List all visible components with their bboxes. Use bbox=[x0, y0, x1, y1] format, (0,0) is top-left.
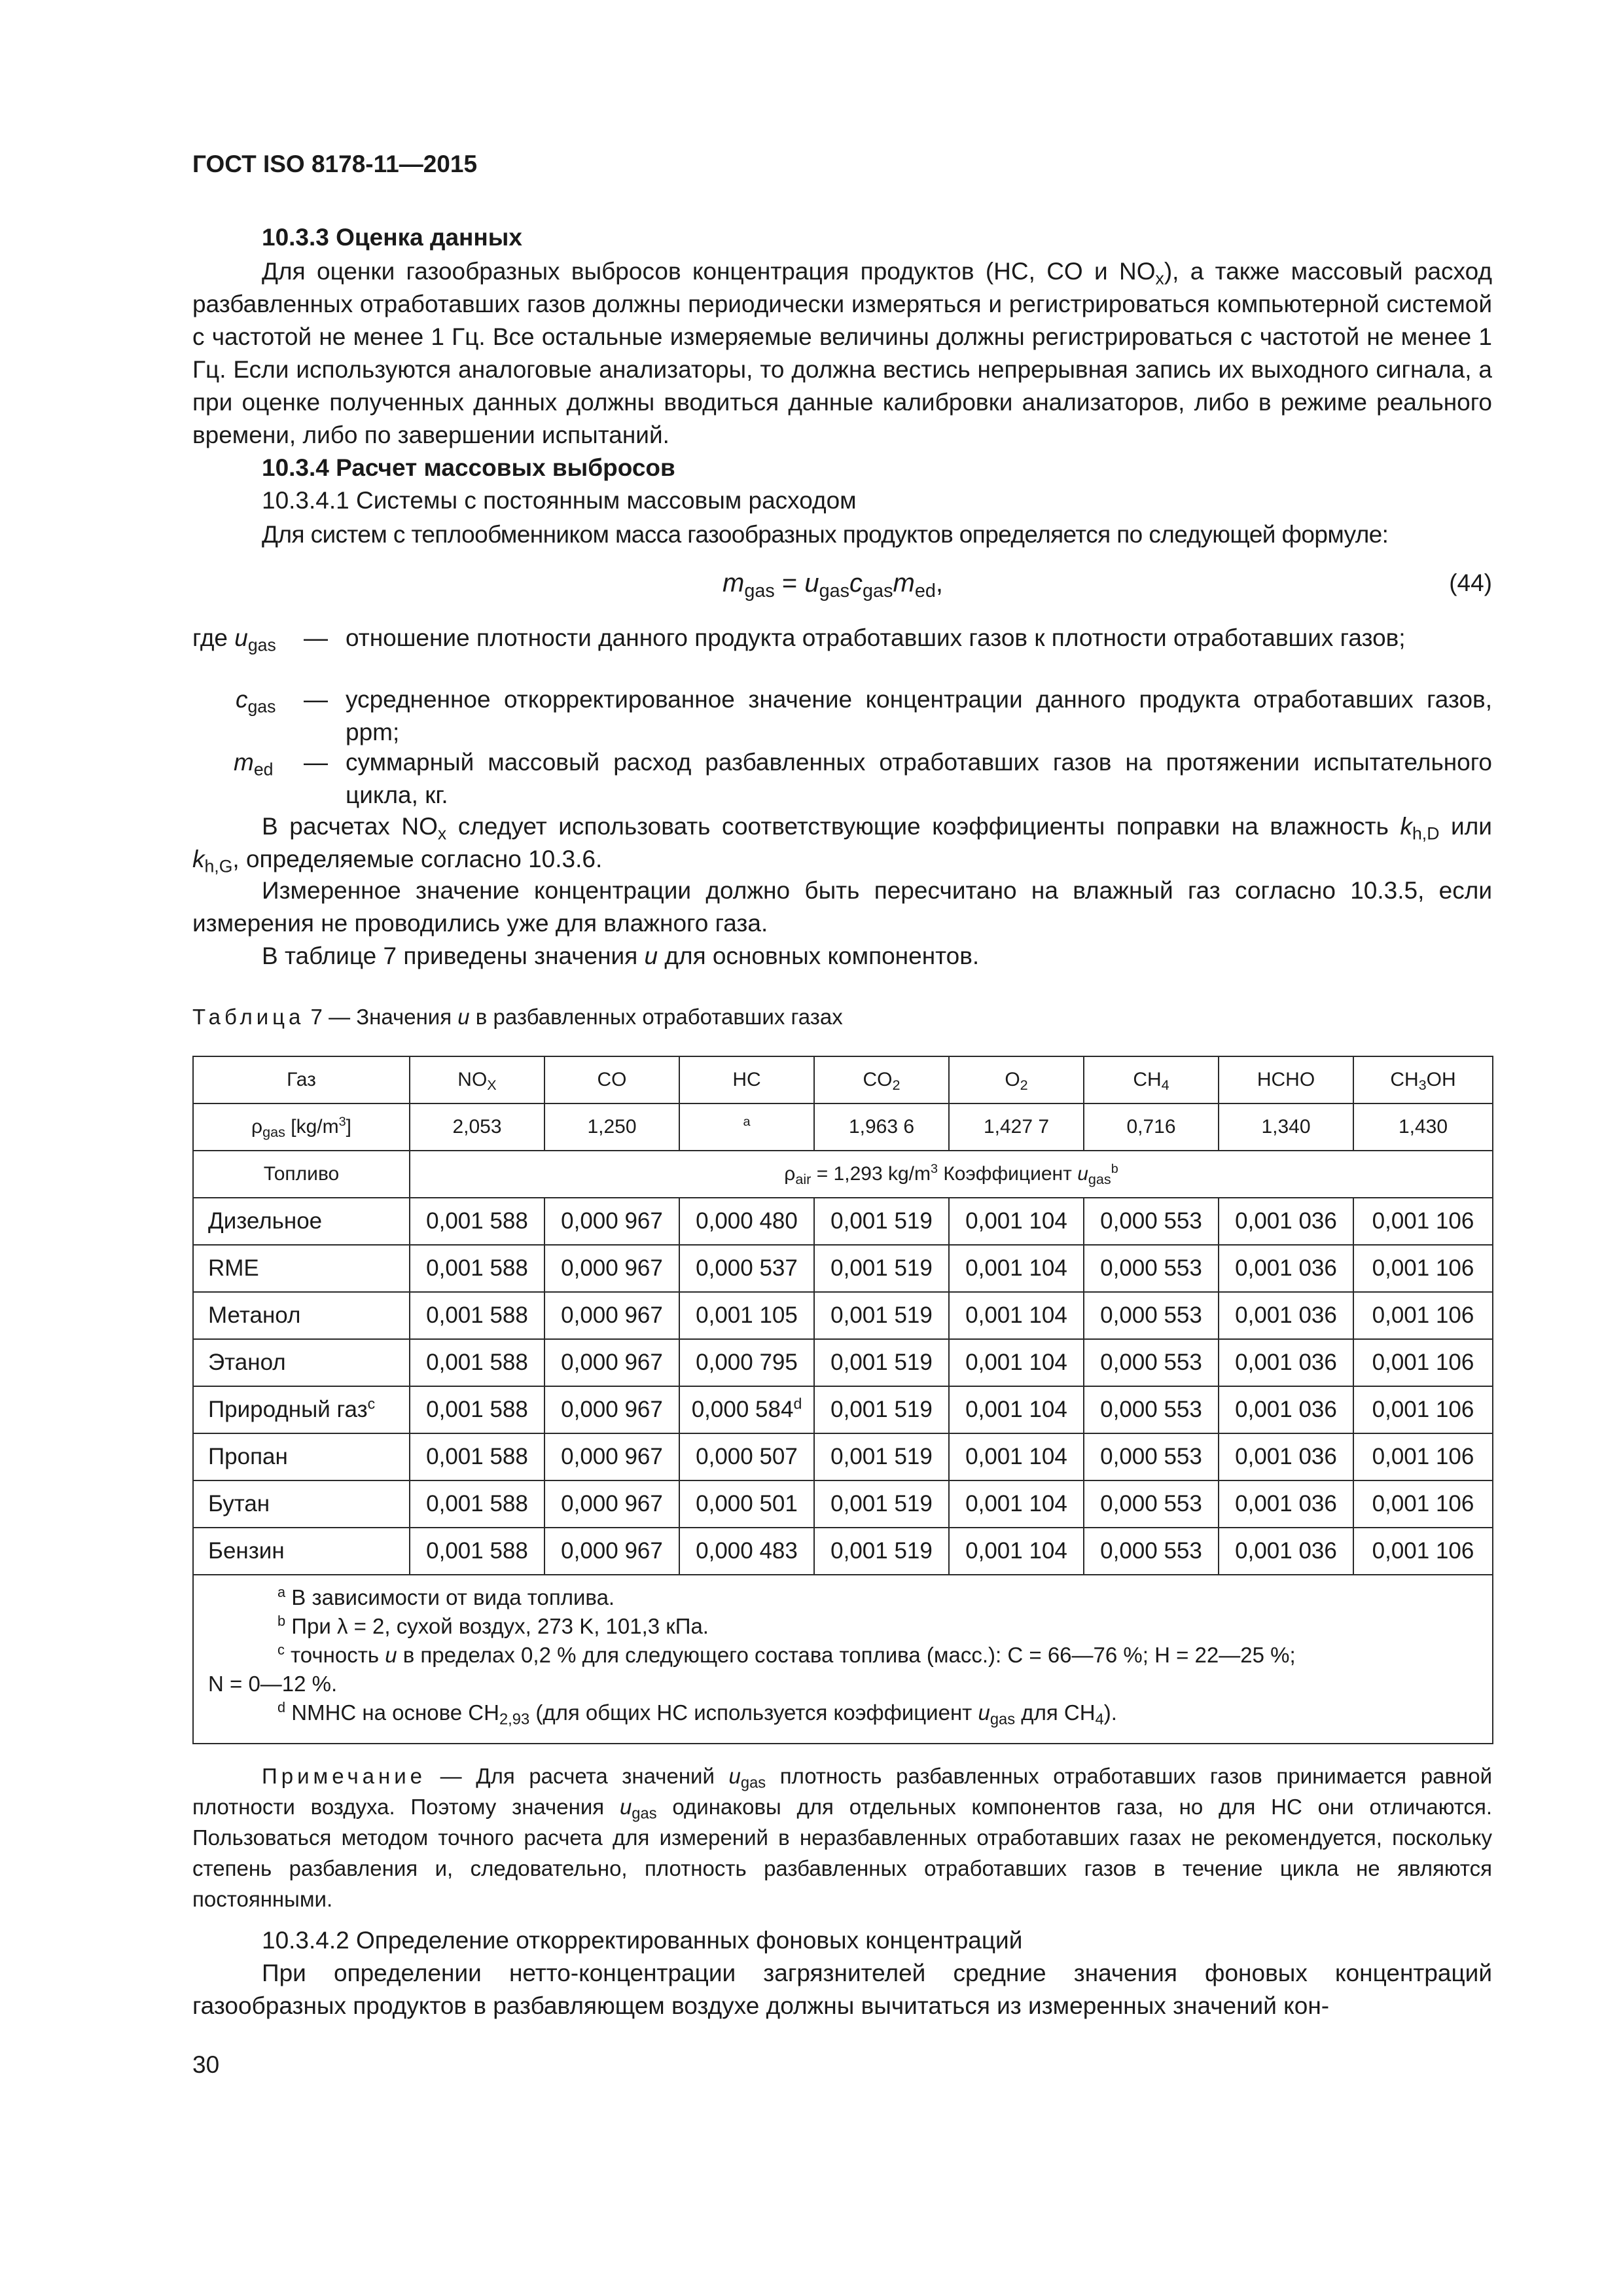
fuel-name-cell: Дизельное bbox=[193, 1198, 410, 1245]
coefficient-cell: 0,001 519 bbox=[814, 1198, 949, 1245]
coefficient-cell: 0,000 584$^d$ bbox=[679, 1386, 814, 1433]
coefficient-cell: 0,001 104 bbox=[949, 1198, 1084, 1245]
coefficient-cell: 0,001 104 bbox=[949, 1339, 1084, 1386]
coefficient-cell: 0,001 519 bbox=[814, 1339, 949, 1386]
coefficient-cell: 0,001 588 bbox=[410, 1528, 544, 1575]
table-row bbox=[193, 1292, 1493, 1339]
density-value: 0,716 bbox=[1084, 1103, 1219, 1151]
paragraph-wet-conversion: Измеренное значение концентрации должно быть пересчитано на влажный газ согласно 10.3.5, если измерения не проводились уже для влажного газа. bbox=[192, 877, 1492, 937]
fuel-name-cell: Природный газ$^c$ bbox=[193, 1386, 410, 1433]
fuel-name-cell: Метанол bbox=[193, 1292, 410, 1339]
table-header-gas-row bbox=[193, 1056, 1493, 1103]
section-heading-10-3-3: 10.3.3 Оценка данных bbox=[262, 224, 522, 251]
table-body bbox=[193, 1198, 1493, 1575]
coefficient-cell: 0,001 588 bbox=[410, 1339, 544, 1386]
table-footnotes-row bbox=[193, 1575, 1493, 1744]
coefficient-cell: 0,001 106 bbox=[1353, 1339, 1493, 1386]
table-row bbox=[193, 1386, 1493, 1433]
coefficient-cell: 0,001 104 bbox=[949, 1528, 1084, 1575]
where-dash: — bbox=[304, 686, 328, 713]
coefficient-cell: 0,001 588 bbox=[410, 1480, 544, 1528]
coefficient-cell: 0,001 106 bbox=[1353, 1386, 1493, 1433]
where-desc-cgas: усредненное откорректированное значение концентрации данного продукта отработавших газов, ppm; bbox=[346, 686, 1492, 745]
coefficient-cell: 0,000 795 bbox=[679, 1339, 814, 1386]
footnote-d: $^d$ NMHC на основе $CH_{2,93}$ (для общих HC используется коэффициент $u_{gas}$ для $CH_4$). bbox=[277, 1699, 1117, 1729]
density-value: 1,340 bbox=[1219, 1103, 1353, 1151]
coefficient-cell: 0,000 967 bbox=[544, 1245, 679, 1292]
coefficient-cell: 0,001 106 bbox=[1353, 1528, 1493, 1575]
coefficient-cell: 0,000 553 bbox=[1084, 1292, 1219, 1339]
table-caption: Таблица 7 — Значения u в разбавленных отработавших газах bbox=[192, 1005, 843, 1029]
coefficient-cell: 0,001 588 bbox=[410, 1292, 544, 1339]
coefficient-cell: 0,001 036 bbox=[1219, 1528, 1353, 1575]
coefficient-cell: 0,001 588 bbox=[410, 1245, 544, 1292]
where-dash: — bbox=[304, 749, 328, 776]
coefficient-cell: 0,001 105 bbox=[679, 1292, 814, 1339]
coefficient-cell: 0,000 553 bbox=[1084, 1339, 1219, 1386]
coefficient-cell: 0,001 104 bbox=[949, 1433, 1084, 1480]
coefficient-cell: 0,001 519 bbox=[814, 1433, 949, 1480]
table-row bbox=[193, 1198, 1493, 1245]
header-gas-o2: $O_2$ bbox=[949, 1056, 1084, 1103]
fuel-name-cell: RME bbox=[193, 1245, 410, 1292]
coefficient-cell: 0,001 519 bbox=[814, 1528, 949, 1575]
fuel-name-cell: Этанол bbox=[193, 1339, 410, 1386]
coefficient-cell: 0,000 553 bbox=[1084, 1386, 1219, 1433]
coefficient-cell: 0,001 104 bbox=[949, 1292, 1084, 1339]
formula-44: $m_{gas} = u_{gas}c_{gas}m_{ed}$, bbox=[722, 569, 943, 602]
coefficient-cell: 0,000 501 bbox=[679, 1480, 814, 1528]
density-value: 1,963 6 bbox=[814, 1103, 949, 1151]
coefficient-cell: 0,000 483 bbox=[679, 1528, 814, 1575]
where-label: где $u_{gas}$ bbox=[192, 624, 276, 655]
header-gas-label: Газ bbox=[193, 1056, 410, 1103]
coefficient-cell: 0,000 967 bbox=[544, 1433, 679, 1480]
coefficient-cell: 0,000 967 bbox=[544, 1292, 679, 1339]
coefficient-cell: 0,001 106 bbox=[1353, 1480, 1493, 1528]
where-dash: — bbox=[304, 624, 328, 651]
fuel-name-cell: Пропан bbox=[193, 1433, 410, 1480]
coefficient-cell: 0,001 036 bbox=[1219, 1292, 1353, 1339]
coefficient-cell: 0,000 480 bbox=[679, 1198, 814, 1245]
paragraph-data-evaluation: Для оценки газообразных выбросов концентрация продуктов (HC, CO и $NO_x$), а также массовый расход разбавленных отработавших газов должны периодически измеряться и регистрироваться компьютерной системой с частотой не менее 1 Гц. Все остальные измеряемые величины должны регистрироваться с частотой не менее 1 Гц. Если используются аналоговые анализаторы, то должна вестись непрерывная запись их выходного сигнала, а при оценке полученных данных должны вводиться данные калибровки анализаторов, либо в режиме реального времени, либо по завершении испытаний. bbox=[192, 258, 1492, 448]
where-desc-med: суммарный массовый расход разбавленных отработавших газов на протяжении испытательного цикла, кг. bbox=[346, 749, 1492, 808]
coefficient-cell: 0,000 967 bbox=[544, 1198, 679, 1245]
density-value: 1,250 bbox=[544, 1103, 679, 1151]
table-7 bbox=[192, 1056, 1493, 1744]
table-row bbox=[193, 1339, 1493, 1386]
table-note: Примечание — Для расчета значений $u_{gas}$ плотность разбавленных отработавших газов принимается равной плотности воздуха. Поэтому значения $u_{gas}$ одинаковы для отдельных компонентов газа, но для HC они отличаются. Пользоваться методом точного расчета для измерений в неразбавленных отработавших газах не рекомендуется, поскольку степень разбавления и, следовательно, плотность разбавленных отработавших газов в течение цикла не являются постоянными. bbox=[192, 1764, 1493, 1911]
coefficient-cell: 0,001 036 bbox=[1219, 1339, 1353, 1386]
coefficient-cell: 0,001 104 bbox=[949, 1245, 1084, 1292]
header-gas-nox: $NO_X$ bbox=[410, 1056, 544, 1103]
fuel-name-cell: Бензин bbox=[193, 1528, 410, 1575]
coefficient-cell: 0,000 553 bbox=[1084, 1198, 1219, 1245]
coefficient-cell: 0,001 106 bbox=[1353, 1198, 1493, 1245]
footnote-b: $^b$ При λ = 2, сухой воздух, 273 K, 101,3 кПа. bbox=[277, 1613, 709, 1638]
density-value: 1,427 7 bbox=[949, 1103, 1084, 1151]
header-gas-hc: HC bbox=[679, 1056, 814, 1103]
formula-number: (44) bbox=[1449, 569, 1492, 596]
table-density-row bbox=[193, 1103, 1493, 1151]
coefficient-cell: 0,001 588 bbox=[410, 1433, 544, 1480]
coefficient-cell: 0,001 036 bbox=[1219, 1480, 1353, 1528]
table-footnotes bbox=[193, 1575, 1493, 1744]
footnote-a: $^a$ В зависимости от вида топлива. bbox=[277, 1584, 615, 1609]
coefficient-cell: 0,001 104 bbox=[949, 1386, 1084, 1433]
fuel-label: Топливо bbox=[193, 1151, 410, 1198]
subsection-heading-10-3-4-2: 10.3.4.2 Определение откорректированных фоновых концентраций bbox=[262, 1927, 1023, 1954]
where-desc-ugas: отношение плотности данного продукта отработавших газов к плотности отработавших газов; bbox=[346, 624, 1406, 651]
coefficient-cell: 0,000 967 bbox=[544, 1480, 679, 1528]
density-value: 1,430 bbox=[1353, 1103, 1493, 1151]
paragraph-table7-ref: В таблице 7 приведены значения u для основных компонентов. bbox=[262, 942, 980, 969]
table-row bbox=[193, 1245, 1493, 1292]
coefficient-cell: 0,001 036 bbox=[1219, 1386, 1353, 1433]
coefficient-cell: 0,000 967 bbox=[544, 1386, 679, 1433]
subsection-heading-10-3-4-1: 10.3.4.1 Системы с постоянным массовым расходом bbox=[262, 487, 857, 514]
coefficient-cell: 0,000 507 bbox=[679, 1433, 814, 1480]
table-row bbox=[193, 1480, 1493, 1528]
page-number: 30 bbox=[192, 2051, 220, 2078]
coefficient-cell: 0,000 967 bbox=[544, 1528, 679, 1575]
table-row bbox=[193, 1433, 1493, 1480]
header-gas-hcho: HCHO bbox=[1219, 1056, 1353, 1103]
header-gas-ch4: $CH_4$ bbox=[1084, 1056, 1219, 1103]
coefficient-cell: 0,001 588 bbox=[410, 1198, 544, 1245]
header-gas-ch3oh: $CH_3OH$ bbox=[1353, 1056, 1493, 1103]
table-fuel-header-row bbox=[193, 1151, 1493, 1198]
document-id: ГОСТ ISO 8178-11—2015 bbox=[192, 151, 478, 177]
header-gas-co2: $CO_2$ bbox=[814, 1056, 949, 1103]
coefficient-cell: 0,000 553 bbox=[1084, 1480, 1219, 1528]
coefficient-cell: 0,001 106 bbox=[1353, 1292, 1493, 1339]
where-symbol-med: $m_{ed}$ bbox=[234, 749, 274, 780]
coefficient-header: $\rho_{air} = 1,293$ $kg/m^3$ Коэффициент $u_{gas}^b$ bbox=[410, 1151, 1493, 1198]
density-label: $\rho_{gas}$ $[kg/m^3]$ bbox=[193, 1103, 410, 1151]
where-symbol-cgas: $c_{gas}$ bbox=[236, 686, 276, 717]
paragraph-nox-correction: В расчетах $NO_x$ следует использовать соответствующие коэффициенты поправки на влажность $k_{h,D}$ или $k_{h,G}$, определяемые согласно 10.3.6. bbox=[192, 813, 1492, 876]
coefficient-cell: 0,000 537 bbox=[679, 1245, 814, 1292]
coefficient-cell: 0,001 104 bbox=[949, 1480, 1084, 1528]
paragraph-formula-intro: Для систем с теплообменником масса газообразных продуктов определяется по следующей формуле: bbox=[262, 521, 1389, 548]
coefficient-cell: 0,001 036 bbox=[1219, 1433, 1353, 1480]
coefficient-cell: 0,001 519 bbox=[814, 1480, 949, 1528]
density-value: a bbox=[679, 1103, 814, 1151]
header-gas-co: CO bbox=[544, 1056, 679, 1103]
coefficient-cell: 0,000 553 bbox=[1084, 1528, 1219, 1575]
footnote-c: $^c$ точность u в пределах 0,2 % для следующего состава топлива (масс.): C = 66—76 %; H = 22—25 %; bbox=[277, 1641, 1296, 1667]
coefficient-cell: 0,001 519 bbox=[814, 1292, 949, 1339]
table-row bbox=[193, 1528, 1493, 1575]
coefficient-cell: 0,001 036 bbox=[1219, 1245, 1353, 1292]
density-value: 2,053 bbox=[410, 1103, 544, 1151]
coefficient-cell: 0,001 519 bbox=[814, 1386, 949, 1433]
paragraph-background-correction: При определении нетто-концентрации загрязнителей средние значения фоновых концентраций газообразных продуктов в разбавляющем воздухе должны вычитаться из измеренных значений кон- bbox=[192, 1960, 1492, 2019]
coefficient-cell: 0,001 106 bbox=[1353, 1433, 1493, 1480]
coefficient-cell: 0,001 036 bbox=[1219, 1198, 1353, 1245]
coefficient-cell: 0,000 553 bbox=[1084, 1433, 1219, 1480]
footnote-c-continued: N = 0—12 %. bbox=[208, 1672, 338, 1696]
coefficient-cell: 0,000 553 bbox=[1084, 1245, 1219, 1292]
coefficient-cell: 0,001 588 bbox=[410, 1386, 544, 1433]
coefficient-cell: 0,001 519 bbox=[814, 1245, 949, 1292]
fuel-name-cell: Бутан bbox=[193, 1480, 410, 1528]
coefficient-cell: 0,001 106 bbox=[1353, 1245, 1493, 1292]
coefficient-cell: 0,000 967 bbox=[544, 1339, 679, 1386]
section-heading-10-3-4: 10.3.4 Расчет массовых выбросов bbox=[262, 454, 675, 481]
